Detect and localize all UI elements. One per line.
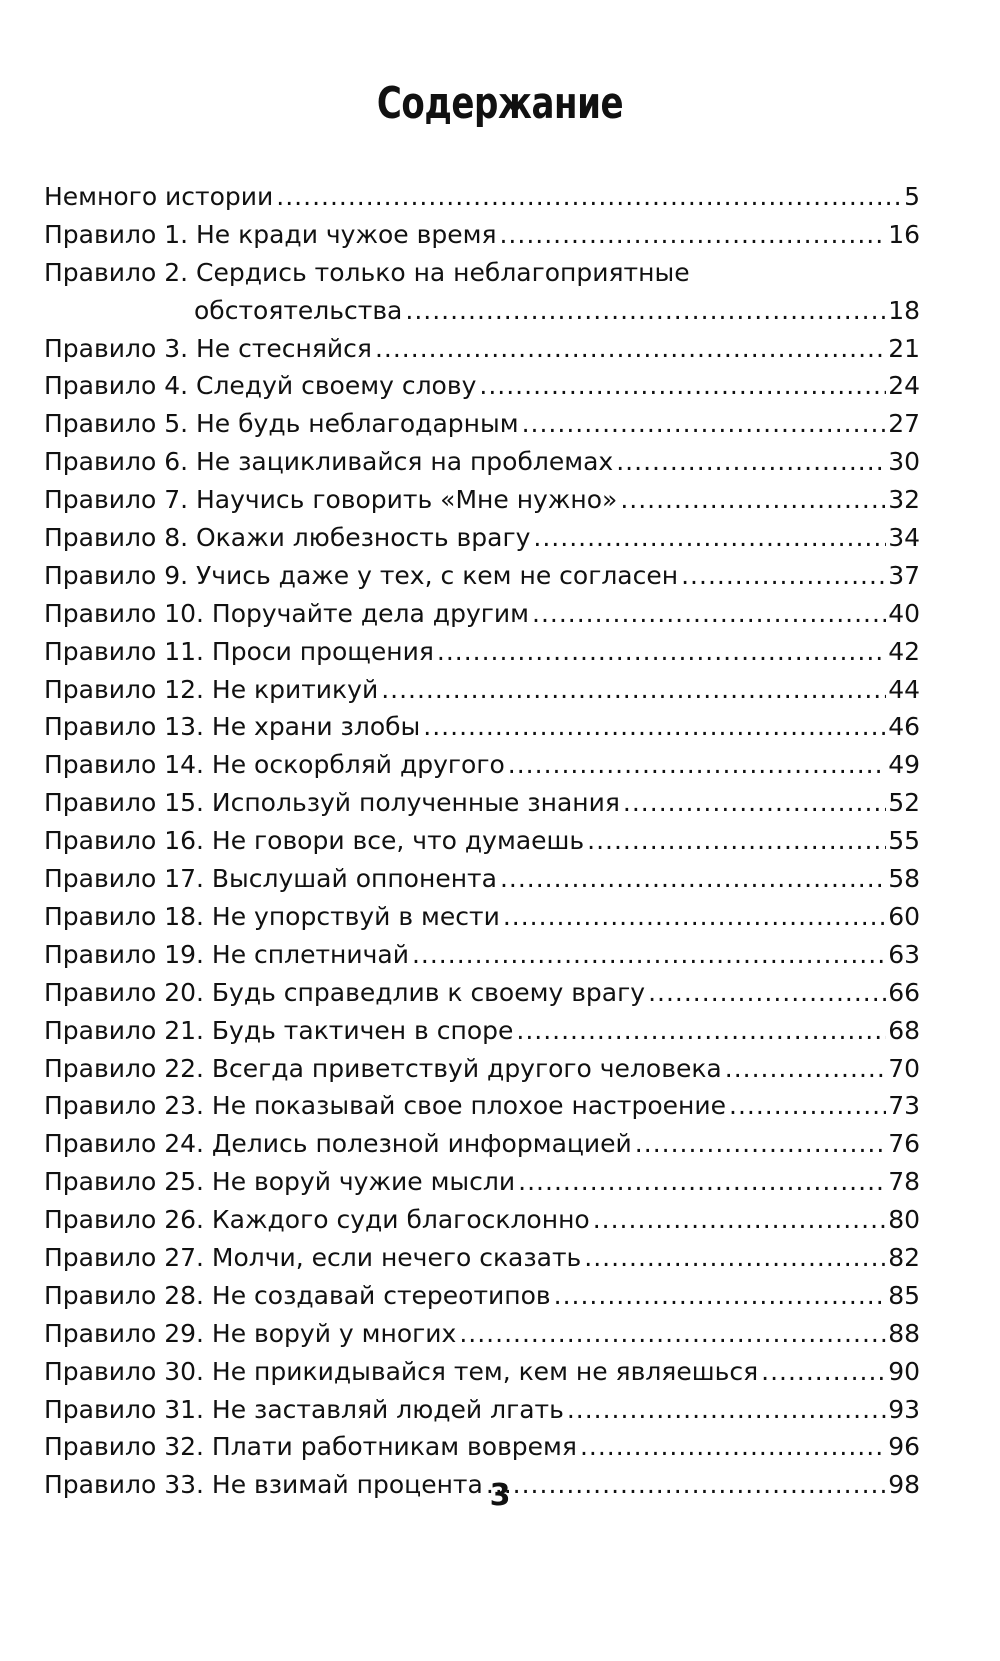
dot-leader [276,178,902,216]
toc-entry [44,746,920,784]
toc-entry-page: 73 [888,1091,920,1121]
dot-leader [587,822,886,860]
dot-leader [635,1125,886,1163]
toc-entry-page: 40 [888,598,920,628]
toc-entry [44,1163,920,1201]
toc-entry-label: Правило 12. Не критикуй [44,674,379,704]
toc-entry-page: 46 [888,712,920,742]
dot-leader [681,557,886,595]
dot-leader [479,367,886,405]
dot-leader [459,1315,886,1353]
toc-entry-label: Правило 29. Не воруй у многих [44,1318,457,1348]
toc-entry [44,254,920,330]
dot-leader [516,1012,886,1050]
dot-leader [567,1391,886,1429]
toc-entry-label: Правило 23. Не показывай свое плохое настроение [44,1091,726,1121]
toc-entry [44,481,920,519]
dot-leader [620,481,886,519]
toc-entry [44,557,920,595]
toc-entry-label: Правило 27. Молчи, если нечего сказать [44,1242,582,1272]
toc-entry-label: Правило 11. Проси прощения [44,636,434,666]
toc-entry-label: Правило 6. Не зацикливайся на проблемах [44,447,614,477]
toc-entry-label: Правило 13. Не храни злобы [44,712,421,742]
dot-leader [381,671,886,709]
toc-entry-page: 80 [888,1205,920,1235]
toc-entry-page: 78 [888,1167,920,1197]
toc-entry-page: 76 [888,1129,920,1159]
toc-entry-label: Правило 14. Не оскорбляй другого [44,750,505,780]
toc-entry-label-line1: Правило 2. Сердись только на неблагоприятные [44,257,690,287]
toc-entry-label: Правило 17. Выслушай оппонента [44,864,497,894]
dot-leader [405,292,886,330]
toc-entry-label: Правило 18. Не упорствуй в мести [44,901,500,931]
toc-entry-label: Немного истории [44,182,274,211]
dot-leader [518,1163,886,1201]
toc-entry [44,1277,920,1315]
dot-leader [375,330,886,368]
toc-entry-page: 5 [904,182,920,211]
toc-entry-label: Правило 31. Не заставляй людей лгать [44,1394,564,1424]
toc-entry-page: 60 [888,901,920,931]
toc-entry [44,936,920,974]
toc-entry-page: 68 [888,1015,920,1045]
dot-leader [725,1050,886,1088]
toc-entry-label: Правило 33. Не взимай процента [44,1470,483,1500]
toc-entry [44,178,920,216]
dot-leader [500,860,886,898]
toc-entry-label: Правило 20. Будь справедлив к своему врагу [44,977,646,1007]
toc-entry-label: Правило 4. Следуй своему слову [44,371,477,401]
toc-entry-page: 98 [888,1470,920,1500]
toc-entry-label: Правило 5. Не будь неблагодарным [44,409,519,439]
toc-entry-label: Правило 8. Окажи любезность врагу [44,523,531,553]
toc-entry-label: Правило 32. Плати работникам вовремя [44,1432,577,1462]
toc-entry [44,1428,920,1466]
toc-entry-page: 32 [888,485,920,515]
table-of-contents [44,178,920,1504]
dot-leader [437,633,886,671]
toc-entry-page: 58 [888,864,920,894]
dot-leader [648,974,886,1012]
dot-leader [503,898,886,936]
toc-entry [44,1391,920,1429]
toc-entry [44,822,920,860]
toc-entry [44,519,920,557]
toc-entry [44,1239,920,1277]
toc-entry [44,1201,920,1239]
toc-entry-label: Правило 24. Делись полезной информацией [44,1129,632,1159]
toc-entry-label: Правило 19. Не сплетничай [44,939,409,969]
toc-entry-page: 34 [888,523,920,553]
toc-entry [44,405,920,443]
toc-entry [44,1012,920,1050]
toc-entry [44,1050,920,1088]
toc-entry-page: 52 [888,788,920,818]
toc-entry [44,367,920,405]
toc-entry [44,595,920,633]
toc-entry-label: Правило 22. Всегда приветствуй другого человека [44,1053,722,1083]
dot-leader [761,1353,886,1391]
toc-entry-page: 30 [888,447,920,477]
toc-entry-page: 88 [888,1318,920,1348]
dot-leader [584,1239,886,1277]
toc-entry [44,216,920,254]
dot-leader [499,216,886,254]
toc-entry-label: Правило 7. Научись говорить «Мне нужно» [44,485,618,515]
toc-entry-page: 21 [888,333,920,363]
toc-entry-label: обстоятельства [194,295,403,325]
dot-leader [593,1201,886,1239]
dot-leader [616,443,886,481]
toc-entry-page: 63 [888,939,920,969]
dot-leader [532,595,886,633]
toc-entry-page: 70 [888,1053,920,1083]
page-title: Содержание [376,78,624,129]
dot-leader [729,1087,886,1125]
toc-entry-label: Правило 1. Не кради чужое время [44,219,497,249]
toc-entry-page: 90 [888,1356,920,1386]
toc-entry-page: 82 [888,1242,920,1272]
dot-leader [508,746,886,784]
toc-entry-label: Правило 25. Не воруй чужие мысли [44,1167,516,1197]
toc-entry [44,860,920,898]
toc-entry-page: 16 [888,219,920,249]
toc-entry-label: Правило 30. Не прикидывайся тем, кем не являешься [44,1356,759,1386]
toc-entry-page: 85 [888,1280,920,1310]
dot-leader [412,936,886,974]
toc-entry-page: 49 [888,750,920,780]
toc-entry [44,974,920,1012]
dot-leader [423,708,886,746]
toc-entry-page: 18 [888,295,920,325]
toc-entry-page: 66 [888,977,920,1007]
toc-entry-page: 24 [888,371,920,401]
dot-leader [554,1277,887,1315]
dot-leader [623,784,886,822]
page-number: 3 [489,1478,511,1513]
toc-entry [44,784,920,822]
toc-entry-page: 96 [888,1432,920,1462]
toc-entry-label: Правило 9. Учись даже у тех, с кем не согласен [44,560,679,590]
toc-entry-label: Правило 3. Не стесняйся [44,333,372,363]
toc-entry [44,330,920,368]
toc-entry-page: 93 [888,1394,920,1424]
toc-entry [44,898,920,936]
toc-entry [44,1087,920,1125]
toc-entry-page: 44 [888,674,920,704]
toc-entry [44,1125,920,1163]
toc-entry-label: Правило 28. Не создавай стереотипов [44,1280,551,1310]
toc-entry-label: Правило 21. Будь тактичен в споре [44,1015,514,1045]
toc-entry-page: 55 [888,826,920,856]
toc-entry [44,671,920,709]
toc-entry [44,1315,920,1353]
toc-entry [44,443,920,481]
toc-entry-label: Правило 15. Используй полученные знания [44,788,620,818]
dot-leader [580,1428,886,1466]
toc-entry-label: Правило 16. Не говори все, что думаешь [44,826,585,856]
toc-entry [44,633,920,671]
toc-entry-label: Правило 26. Каждого суди благосклонно [44,1205,590,1235]
toc-entry-label: Правило 10. Поручайте дела другим [44,598,529,628]
dot-leader [533,519,886,557]
dot-leader [522,405,887,443]
toc-entry-page: 42 [888,636,920,666]
toc-entry [44,708,920,746]
toc-entry-page: 37 [888,560,920,590]
toc-entry [44,1353,920,1391]
toc-entry-page: 27 [888,409,920,439]
